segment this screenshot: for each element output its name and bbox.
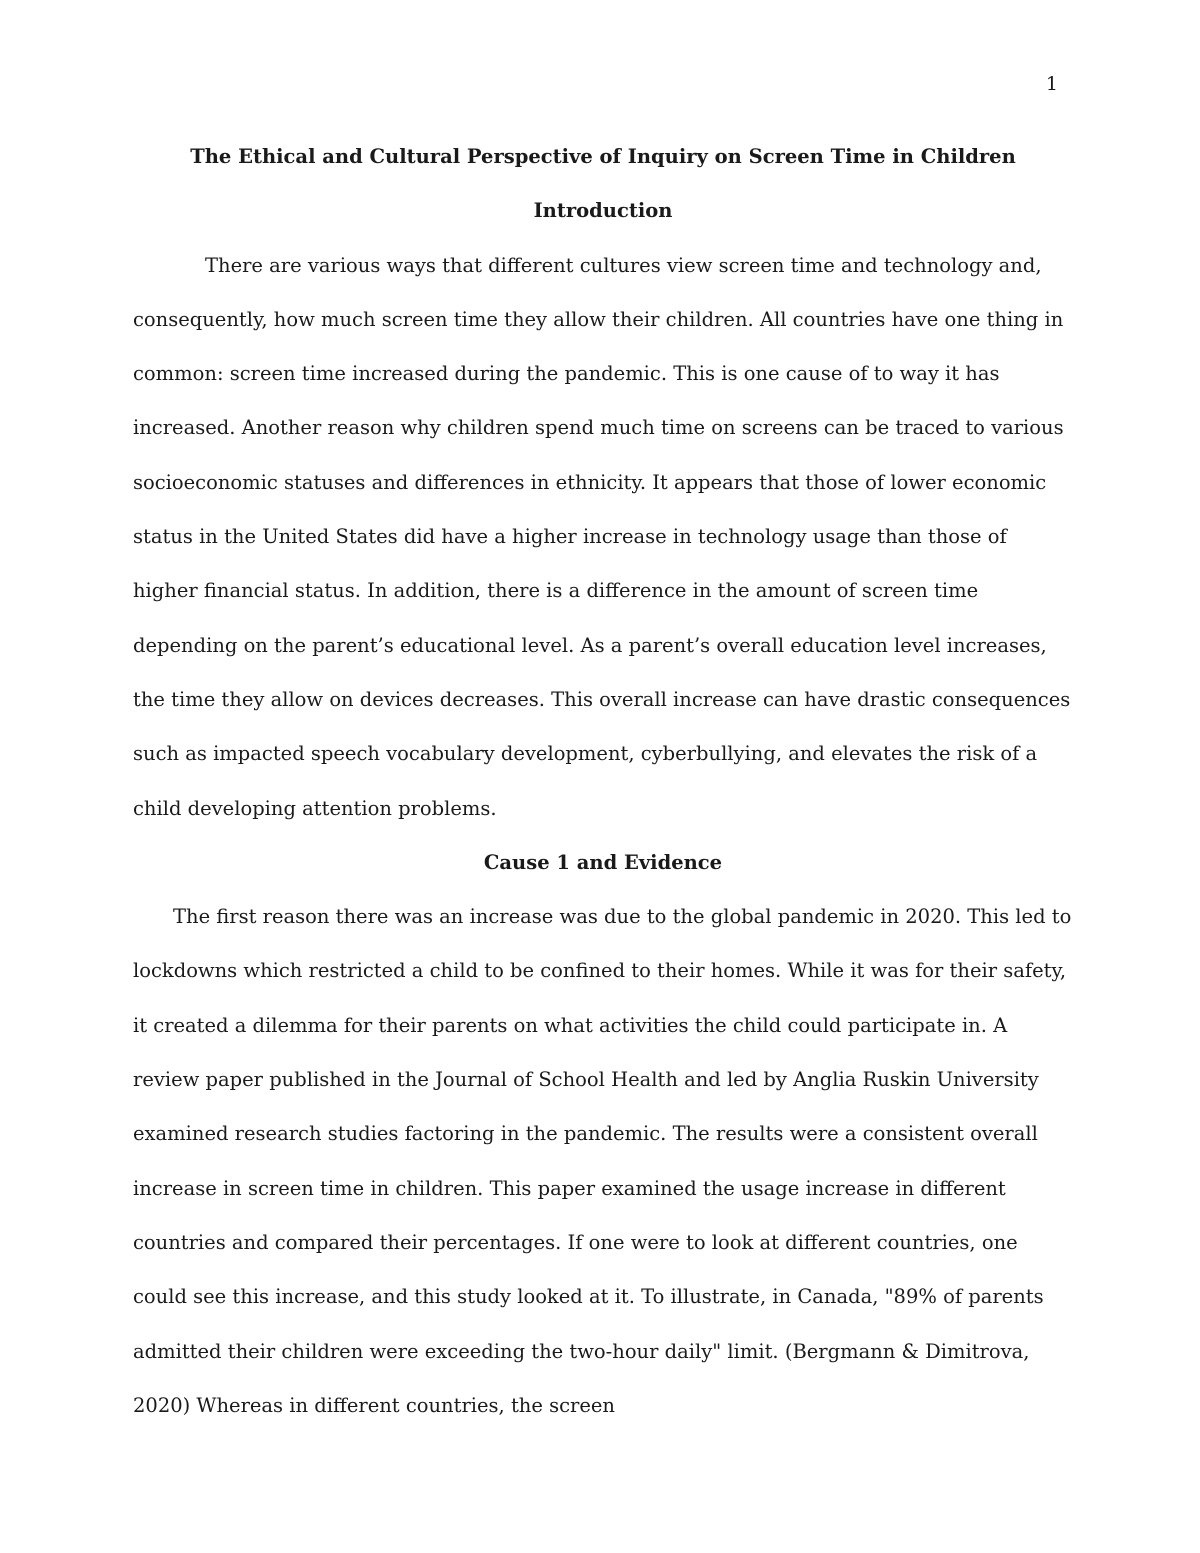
document-title: The Ethical and Cultural Perspective of Inquiry on Screen Time in Children (190, 145, 1016, 168)
section-heading-cause-1: Cause 1 and Evidence (483, 850, 723, 874)
document-body (133, 130, 1073, 1433)
section-heading-introduction: Introduction (533, 199, 673, 223)
introduction-paragraph: There are various ways that different cultures view screen time and technology and, consequently, how much screen time they allow their children. All countries have one thing in common: screen time increased during the pandemic. This is one cause of to way it has increased. Another reason why children spend much time on screens can be traced to various socioeconomic statuses and differences in ethnicity. It appears that those of lower economic status in the United States did have a higher increase in technology usage than those of higher financial status. In addition, there is a difference in the amount of screen time depending on the parent’s educational level. As a parent’s overall education level increases, the time they allow on devices decreases. This overall increase can have drastic consequences such as impacted speech vocabulary development, cyberbullying, and elevates the risk of a child developing attention problems. (133, 253, 1071, 820)
page-number: 1 (1045, 73, 1058, 95)
cause-1-paragraph: The first reason there was an increase was due to the global pandemic in 2020. This led to lockdowns which restricted a child to be confined to their homes. While it was for their safety, it created a dilemma for their parents on what activities the child could participate in. A review paper published in the Journal of School Health and led by Anglia Ruskin University examined research studies factoring in the pandemic. The results were a consistent overall increase in screen time in children. This paper examined the usage increase in different countries and compared their percentages. If one were to look at different countries, one could see this increase, and this study looked at it. To illustrate, in Canada, "89% of parents admitted their children were exceeding the two-hour daily" limit. (Bergmann & Dimitrova, 2020) Whereas in different countries, the screen (133, 905, 1072, 1417)
